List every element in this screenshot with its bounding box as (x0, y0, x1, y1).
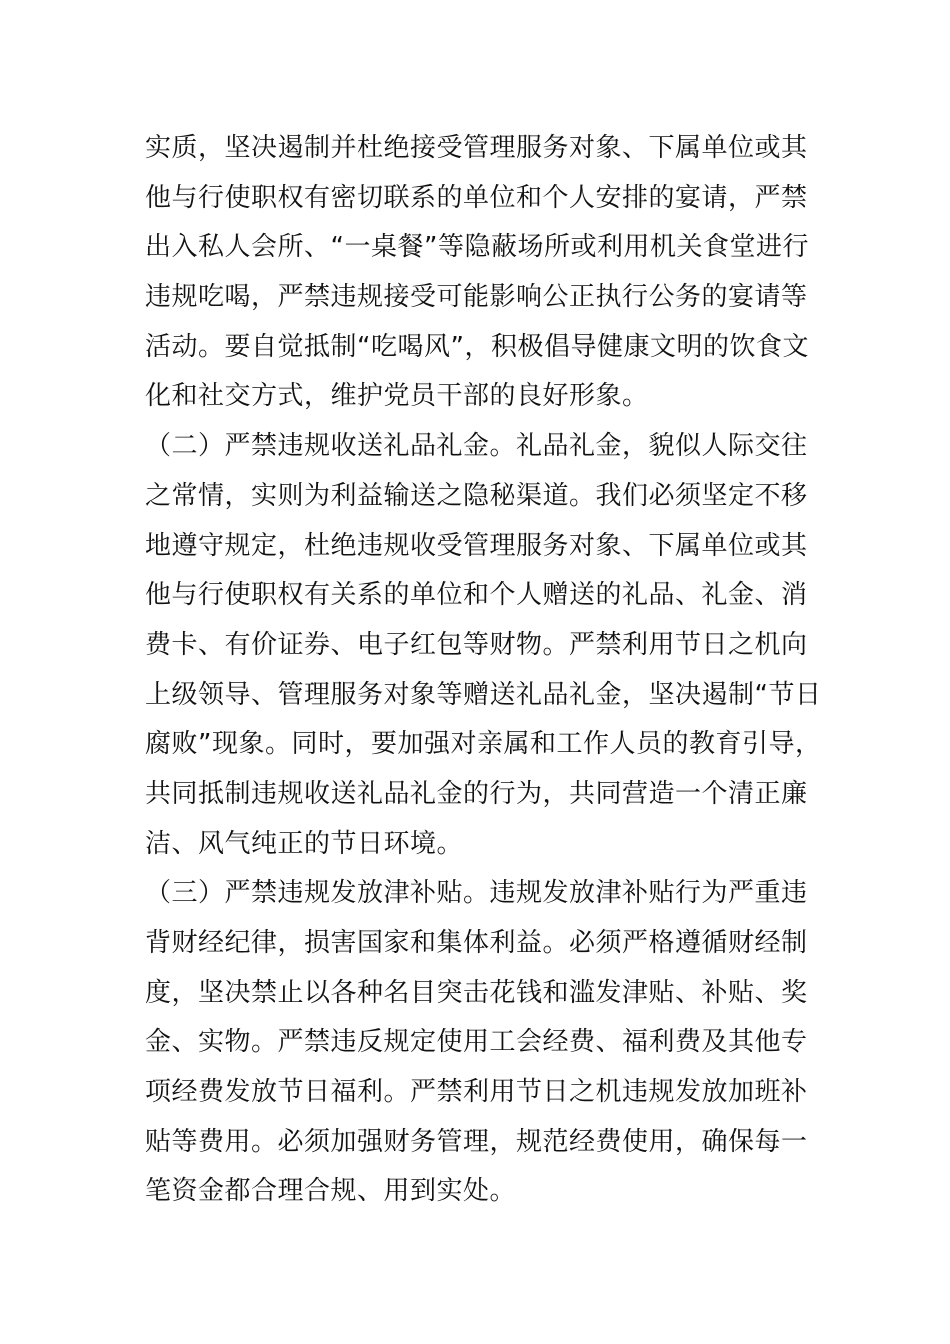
text-line: 笔资金都合理合规、用到实处。 (145, 1176, 517, 1207)
text-line: 项经费发放节日福利。严禁利用节日之机违规发放加班补 (145, 1077, 808, 1108)
section-heading-3: （三）严禁违规发放津补贴。违规发放津补贴行为严重违 (145, 878, 808, 909)
text-line: 洁、风气纯正的节日环境。 (145, 828, 464, 859)
text-line: 金、实物。严禁违反规定使用工会经费、福利费及其他专 (145, 1027, 808, 1058)
text-line: 他与行使职权有密切联系的单位和个人安排的宴请，严禁 (145, 182, 808, 213)
text-line: 他与行使职权有关系的单位和个人赠送的礼品、礼金、消 (145, 580, 808, 611)
text-line: 背财经纪律，损害国家和集体利益。必须严格遵循财经制 (145, 928, 808, 958)
text-line: 化和社交方式，维护党员干部的良好形象。 (145, 381, 649, 412)
text-line: 腐败”现象。同时，要加强对亲属和工作人员的教育引导， (145, 729, 822, 760)
text-line: 之常情，实则为利益输送之隐秘渠道。我们必须坚定不移 (145, 480, 808, 511)
section-heading-2: （二）严禁违规收送礼品礼金。礼品礼金，貌似人际交往 (145, 431, 808, 462)
body-text (145, 124, 825, 1217)
text-line: 出入私人会所、“一桌餐”等隐蔽场所或利用机关食堂进行 (145, 232, 809, 263)
text-line: 贴等费用。必须加强财务管理，规范经费使用，确保每一 (145, 1126, 808, 1157)
text-line: 地遵守规定，杜绝违规收受管理服务对象、下属单位或其 (145, 530, 808, 561)
text-line: 实质，坚决遏制并杜绝接受管理服务对象、下属单位或其 (145, 133, 808, 163)
text-line: 共同抵制违规收送礼品礼金的行为，共同营造一个清正廉 (145, 778, 808, 809)
text-line: 度，坚决禁止以各种名目突击花钱和滥发津贴、补贴、奖 (145, 977, 808, 1008)
text-line: 费卡、有价证券、电子红包等财物。严禁利用节日之机向 (145, 629, 808, 660)
text-line: 违规吃喝，严禁违规接受可能影响公正执行公务的宴请等 (145, 282, 808, 313)
text-line: 活动。要自觉抵制“吃喝风”，积极倡导健康文明的饮食文 (145, 331, 809, 362)
text-line: 上级领导、管理服务对象等赠送礼品礼金，坚决遏制“节日 (145, 679, 822, 710)
